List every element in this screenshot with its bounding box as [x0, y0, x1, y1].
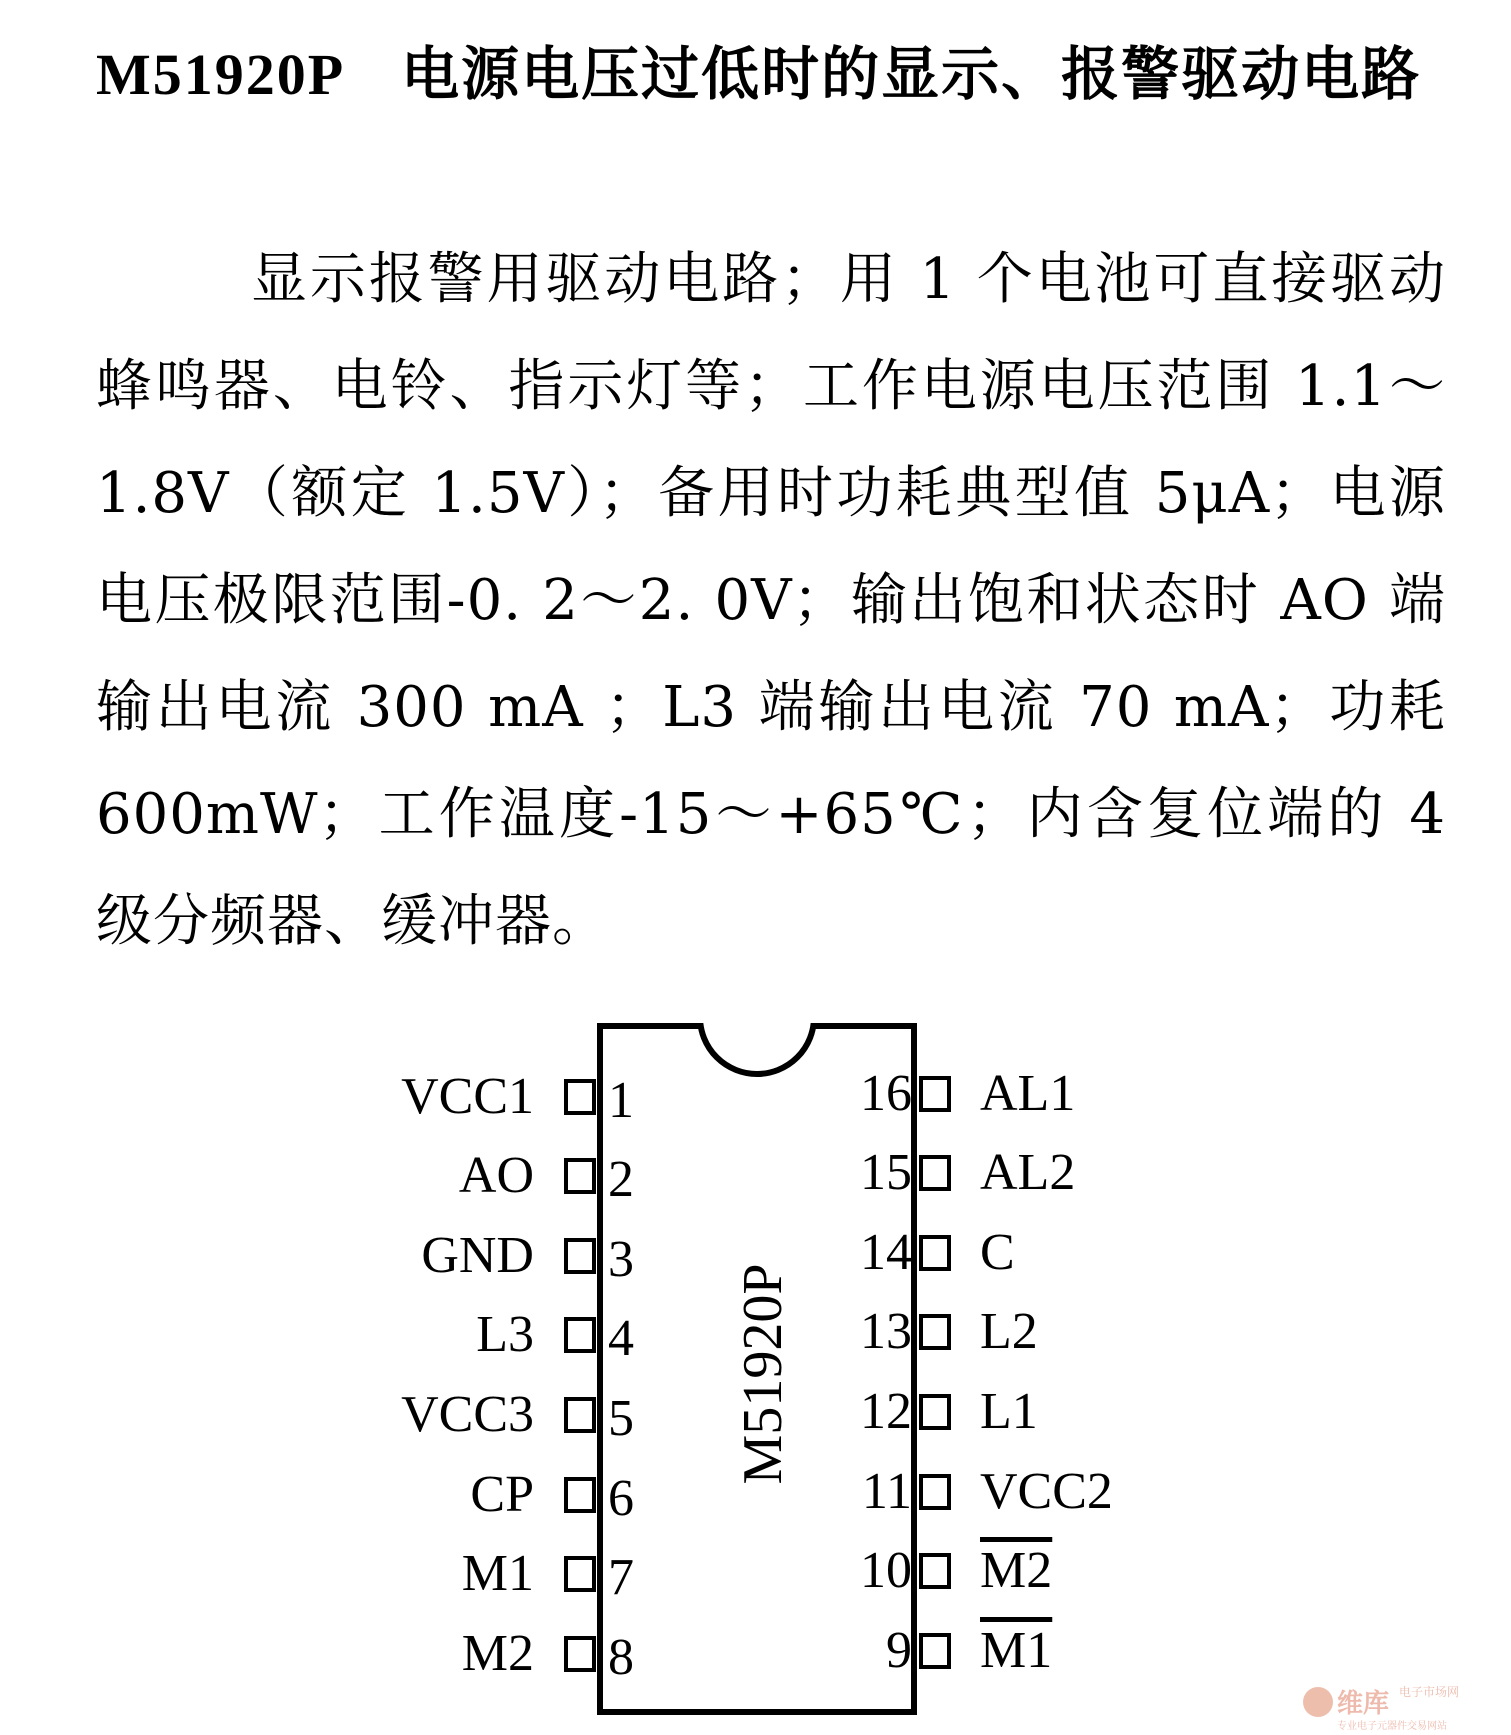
pin-number: 3 [608, 1231, 634, 1288]
pin-number: 14 [860, 1224, 912, 1281]
watermark-tagline: 专业电子元器件交易网站 [1337, 1721, 1447, 1732]
pin-number: 6 [608, 1470, 634, 1527]
pin-number: 11 [861, 1463, 912, 1520]
pin-name: GND [421, 1227, 534, 1284]
pin-number: 1 [608, 1072, 634, 1129]
pin-pad [564, 1477, 596, 1513]
pin-name: VCC2 [980, 1463, 1113, 1520]
pin-pad [919, 1474, 951, 1510]
pin-name: L3 [476, 1306, 534, 1363]
pin-2 [350, 1147, 650, 1208]
pin-name: C [980, 1224, 1015, 1281]
pin-12 [820, 1384, 1160, 1440]
pin-name: M1 [980, 1622, 1053, 1679]
pin-7 [350, 1545, 650, 1606]
pin-pad [919, 1553, 951, 1589]
pin-14 [820, 1225, 1160, 1281]
pin-pad [564, 1397, 596, 1433]
pin-name: CP [470, 1466, 534, 1523]
pin-name: VCC1 [401, 1068, 534, 1125]
pin-pad [564, 1238, 596, 1274]
pin-name: AL1 [980, 1065, 1076, 1122]
pin-16 [820, 1066, 1160, 1122]
pin-number: 4 [608, 1310, 634, 1367]
pin-pad [919, 1314, 951, 1350]
title-text: 电源电压过低时的显示、报警驱动电路 [401, 40, 1422, 108]
pin-5 [350, 1386, 650, 1447]
pin-number: 10 [860, 1542, 912, 1599]
pin-pad [919, 1633, 951, 1669]
watermark-name: 维库 [1337, 1689, 1390, 1719]
pin-name: M2 [980, 1542, 1053, 1599]
pin-name: M1 [461, 1545, 534, 1602]
pin-pad [564, 1079, 596, 1115]
pin-number: 15 [860, 1144, 912, 1201]
pin-number: 9 [886, 1622, 912, 1679]
pin-9 [820, 1623, 1160, 1679]
page-title [96, 18, 1436, 131]
pin-name: L2 [980, 1303, 1038, 1360]
pin-name: AL2 [980, 1144, 1076, 1201]
pin-number: 5 [608, 1390, 634, 1447]
logo-icon [1303, 1687, 1333, 1717]
pin-10 [820, 1543, 1160, 1599]
ic-package [597, 1023, 917, 1715]
pin-6 [350, 1466, 650, 1527]
pin-pad [919, 1076, 951, 1112]
chip-label: M51920P [732, 1263, 794, 1485]
pin-pad [564, 1556, 596, 1592]
pin-name: VCC3 [401, 1386, 534, 1443]
pin-number: 13 [860, 1303, 912, 1360]
pin-number: 7 [608, 1549, 634, 1606]
pin-name: L1 [980, 1383, 1038, 1440]
pin-pad [919, 1155, 951, 1191]
pin-pad [919, 1235, 951, 1271]
pin-pad [564, 1636, 596, 1672]
pin-11 [820, 1464, 1160, 1520]
watermark-subtitle: 电子市场网 [1399, 1685, 1460, 1699]
pin-number: 8 [608, 1629, 634, 1686]
pin-pad [919, 1394, 951, 1430]
pin-pad [564, 1317, 596, 1353]
pin-number: 16 [860, 1065, 912, 1122]
pin-4 [350, 1306, 650, 1367]
pin-pad [564, 1158, 596, 1194]
pin-number: 2 [608, 1151, 634, 1208]
pin-3 [350, 1227, 650, 1288]
pin-name: M2 [461, 1625, 534, 1682]
watermark-logo [1303, 1683, 1503, 1731]
pin-13 [820, 1304, 1160, 1360]
pin-8 [350, 1625, 650, 1686]
pin-name: AO [458, 1147, 534, 1204]
description-paragraph: 显示报警用驱动电路；用 1 个电池可直接驱动蜂鸣器、电铃、指示灯等；工作电源电压范围 1.1～1.8V（额定 1.5V）；备用时功耗典型值 5μA；电源电压极限范围-0. 2～2. 0V；输出饱和状态时 AO 端输出电流 300 mA ；L3 端输出电流 70 mA；功耗 600mW；工作温度-15～+65℃；内含复位端的 4 级分频器、缓冲器。 [96, 247, 1446, 954]
ic-notch [697, 1023, 817, 1079]
pin-number: 12 [860, 1383, 912, 1440]
pin-15 [820, 1145, 1160, 1201]
part-number: M51920P [96, 42, 346, 107]
pin-1 [350, 1068, 650, 1129]
